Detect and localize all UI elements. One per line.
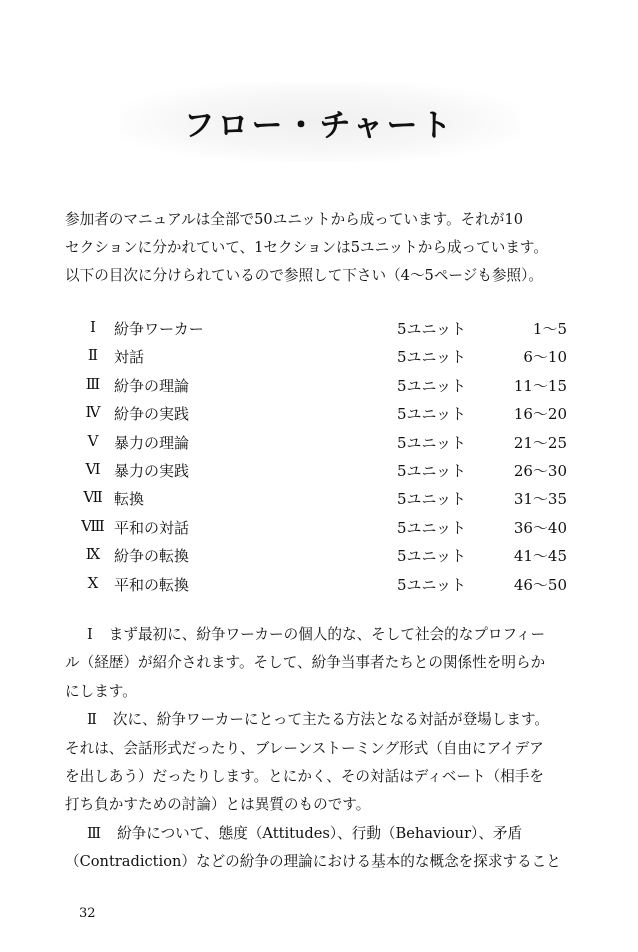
toc-row [0, 318, 638, 346]
paragraph-first-line [65, 820, 605, 848]
toc-unit-count: 5ユニット [397, 376, 466, 395]
toc-row [0, 517, 638, 545]
toc-section-title: 紛争の実践 [114, 405, 190, 424]
toc-section-number: Ⅸ [85, 545, 101, 564]
toc-unit-count: 5ユニット [397, 490, 466, 509]
toc-unit-range: 26～30 [513, 461, 567, 480]
toc-row [0, 488, 638, 516]
page-number: 32 [79, 906, 96, 921]
toc-unit-count: 5ユニット [397, 348, 466, 367]
toc-section-title: 平和の転換 [114, 575, 190, 594]
toc-row [0, 346, 638, 374]
paragraph-line: まず最初に、紛争ワーカーの個人的な、そして社会的なプロフィー [108, 626, 546, 643]
toc-unit-range: 16～20 [513, 405, 567, 424]
paragraph-line: にします。 [65, 682, 137, 700]
toc-section-number: Ⅱ [87, 346, 99, 365]
table-of-contents [0, 318, 638, 602]
toc-unit-range: 31～35 [513, 490, 567, 509]
toc-section-number: Ⅹ [87, 573, 99, 592]
toc-row [0, 574, 638, 602]
toc-unit-range: 6～10 [523, 348, 567, 367]
toc-unit-count: 5ユニット [397, 461, 466, 480]
toc-row [0, 460, 638, 488]
toc-section-title: 暴力の理論 [114, 433, 190, 452]
toc-row [0, 432, 638, 460]
toc-section-number: Ⅵ [85, 459, 101, 478]
paragraph-number: Ⅰ [87, 626, 93, 643]
toc-row [0, 403, 638, 431]
paragraph-line: ル（経歴）が紹介されます。そして、紛争当事者たちとの関係性を明らか [65, 654, 546, 672]
toc-section-number: Ⅲ [85, 374, 101, 393]
paragraph-line: 紛争について、態度（Attitudes）、行動（Behaviour）、矛盾 [117, 824, 523, 842]
toc-section-title: 紛争の理論 [114, 376, 190, 395]
paragraph-first-line [65, 621, 605, 649]
toc-section-number: Ⅰ [90, 318, 96, 336]
intro-line: 参加者のマニュアルは全部で50ユニットから成っています。それが10 [65, 211, 524, 228]
toc-section-title: 紛争ワーカー [114, 320, 204, 338]
toc-section-title: 転換 [114, 490, 145, 509]
toc-unit-count: 5ユニット [397, 433, 466, 452]
toc-section-title: 平和の対話 [114, 518, 190, 537]
intro-line: セクションに分かれていて、1セクションは5ユニットから成っています。 [65, 239, 548, 256]
paragraph-number: Ⅲ [87, 824, 102, 842]
paragraph-line: （Contradiction）などの紛争の理論における基本的な概念を探求すること [65, 853, 561, 871]
paragraph-first-line [65, 706, 605, 734]
paragraph-line: を出しあう）だったりします。とにかく、その対話はディベート（相手を [65, 768, 544, 786]
toc-unit-range: 21～25 [513, 433, 567, 452]
page-title: フロー・チャート [183, 108, 455, 144]
toc-unit-range: 1～5 [532, 320, 567, 338]
toc-unit-range: 36～40 [513, 518, 567, 537]
intro-line: 以下の目次に分けられているので参照して下さい（4～5ページも参照）。 [65, 267, 543, 284]
toc-unit-count: 5ユニット [397, 518, 466, 537]
toc-row [0, 545, 638, 573]
intro-paragraph [65, 206, 605, 290]
toc-unit-count: 5ユニット [397, 575, 466, 594]
toc-section-number: Ⅳ [85, 403, 101, 422]
toc-section-number: Ⅷ [81, 516, 105, 535]
toc-section-number: Ⅴ [87, 431, 99, 450]
toc-section-title: 紛争の転換 [114, 547, 190, 566]
toc-unit-range: 46～50 [513, 575, 567, 594]
paragraph-line: 打ち負かすための討論）とは異質のものです。 [65, 796, 371, 814]
toc-unit-count: 5ユニット [397, 320, 466, 338]
toc-section-title: 暴力の実践 [114, 461, 190, 480]
paragraph-line: 次に、紛争ワーカーにとって主たる方法となる対話が登場します。 [112, 711, 549, 729]
toc-unit-range: 11～15 [513, 376, 567, 395]
toc-unit-count: 5ユニット [397, 547, 466, 566]
paragraph-number: Ⅱ [87, 711, 97, 729]
paragraph-line: それは、会話形式だったり、ブレーンストーミング形式（自由にアイデア [65, 739, 544, 757]
toc-section-title: 対話 [114, 348, 145, 367]
toc-unit-count: 5ユニット [397, 405, 466, 424]
toc-section-number: Ⅶ [83, 488, 103, 507]
body-text [65, 621, 605, 877]
toc-row [0, 375, 638, 403]
toc-unit-range: 41～45 [513, 547, 567, 566]
